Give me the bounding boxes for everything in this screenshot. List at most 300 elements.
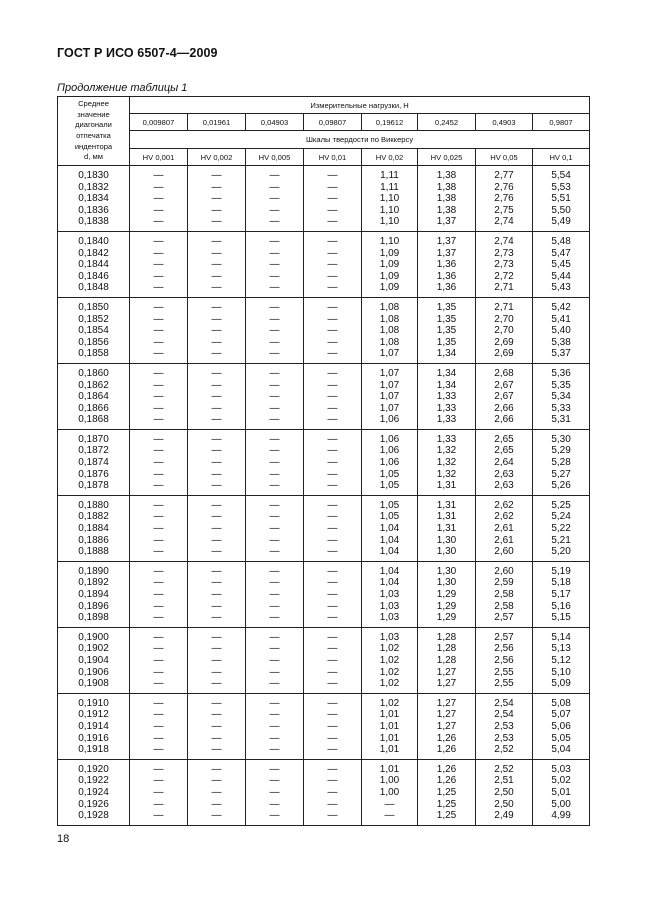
cell-value: —: [211, 709, 222, 721]
cell-value: 5,06: [551, 720, 571, 732]
cell-value: 2,55: [494, 678, 514, 690]
cell-value: 0,1906: [78, 666, 109, 678]
cell-value: —: [153, 600, 164, 612]
empty-scale-cell: [188, 231, 246, 297]
cell-value: 1,03: [379, 631, 400, 643]
cell-value: 1,36: [436, 282, 457, 294]
cell-value: —: [327, 336, 338, 348]
cell-value: 1,10: [379, 193, 400, 205]
cell-value: —: [211, 433, 222, 445]
cell-value: —: [211, 193, 222, 205]
cell-value: 1,34: [436, 367, 457, 379]
table-row-group: [58, 495, 590, 561]
load-header-cell: 0,09807: [304, 114, 362, 131]
cell-value: 5,34: [551, 391, 571, 403]
cell-value: —: [153, 775, 164, 787]
cell-value: —: [153, 468, 164, 480]
cell-value: 1,29: [436, 612, 457, 624]
cell-value: 0,1834: [78, 193, 109, 205]
diagonal-cell: [58, 429, 130, 495]
cell-value: 1,37: [436, 235, 457, 247]
cell-value: 2,51: [494, 775, 514, 787]
cell-value: —: [327, 445, 338, 457]
cell-value: —: [153, 810, 164, 822]
hv005-cell: [476, 759, 533, 825]
hv002-cell: [362, 627, 418, 693]
empty-scale-cell: [246, 561, 304, 627]
cell-value: 5,50: [551, 204, 571, 216]
cell-value: 5,00: [551, 798, 571, 810]
cell-value: 0,1928: [78, 810, 109, 822]
cell-value: —: [327, 193, 338, 205]
cell-value: —: [211, 546, 222, 558]
cell-value: 1,26: [436, 763, 457, 775]
cell-value: 0,1842: [78, 247, 109, 259]
cell-value: 1,07: [379, 348, 400, 360]
cell-value: —: [153, 301, 164, 313]
cell-value: —: [327, 798, 338, 810]
cell-value: —: [211, 600, 222, 612]
cell-value: 5,17: [551, 589, 571, 600]
cell-value: 2,65: [494, 445, 514, 457]
cell-value: 5,07: [551, 709, 571, 721]
cell-value: 0,1896: [78, 600, 109, 612]
cell-value: —: [153, 457, 164, 469]
cell-value: —: [153, 170, 164, 181]
diagonal-cell: [58, 693, 130, 759]
cell-value: —: [153, 589, 164, 600]
cell-value: 2,71: [494, 301, 514, 313]
hv01-cell: [533, 363, 590, 429]
diagonal-cell: [58, 759, 130, 825]
cell-value: —: [211, 589, 222, 600]
cell-value: 2,57: [494, 612, 514, 624]
cell-value: —: [384, 810, 395, 822]
cell-value: —: [153, 235, 164, 247]
cell-value: 1,38: [436, 193, 457, 205]
empty-scale-cell: [188, 693, 246, 759]
cell-value: 1,10: [379, 216, 400, 228]
cell-value: 0,1830: [78, 170, 109, 181]
cell-value: 0,1916: [78, 732, 109, 744]
cell-value: 2,58: [494, 600, 514, 612]
cell-value: 5,51: [551, 193, 571, 205]
cell-value: 5,05: [551, 732, 571, 744]
empty-scale-cell: [304, 166, 362, 232]
cell-value: —: [211, 775, 222, 787]
cell-value: —: [211, 414, 222, 426]
hv005-cell: [476, 627, 533, 693]
load-header-cell: 0,4903: [476, 114, 533, 131]
cell-value: 1,28: [436, 654, 457, 666]
cell-value: —: [327, 348, 338, 360]
diagonal-cell: [58, 627, 130, 693]
cell-value: —: [327, 379, 338, 391]
cell-value: 5,29: [551, 445, 571, 457]
cell-value: —: [269, 433, 280, 445]
cell-value: —: [327, 763, 338, 775]
cell-value: 0,1868: [78, 414, 109, 426]
cell-value: —: [211, 181, 222, 193]
cell-value: 0,1880: [78, 499, 109, 511]
empty-scale-cell: [130, 495, 188, 561]
cell-value: —: [211, 523, 222, 535]
cell-value: —: [269, 631, 280, 643]
cell-value: 5,22: [551, 523, 571, 535]
cell-value: 5,18: [551, 577, 571, 589]
cell-value: 0,1898: [78, 612, 109, 624]
cell-value: 1,31: [436, 523, 457, 535]
cell-value: —: [327, 577, 338, 589]
cell-value: —: [153, 414, 164, 426]
cell-value: —: [211, 391, 222, 403]
cell-value: —: [153, 565, 164, 577]
cell-value: —: [327, 775, 338, 787]
scale-header-cell: HV 0,05: [476, 149, 533, 166]
cell-value: 0,1864: [78, 391, 109, 403]
cell-value: 1,04: [379, 546, 400, 558]
cell-value: 1,38: [436, 181, 457, 193]
cell-value: —: [211, 301, 222, 313]
cell-value: 5,03: [551, 763, 571, 775]
diagonal-header: [58, 97, 130, 166]
cell-value: 1,36: [436, 259, 457, 271]
cell-value: 1,35: [436, 313, 457, 325]
cell-value: —: [153, 259, 164, 271]
cell-value: —: [153, 325, 164, 337]
cell-value: 0,1856: [78, 336, 109, 348]
cell-value: —: [269, 511, 280, 523]
cell-value: 1,36: [436, 270, 457, 282]
cell-value: 2,66: [494, 402, 514, 414]
cell-value: 0,1920: [78, 763, 109, 775]
cell-value: —: [153, 523, 164, 535]
cell-value: 0,1892: [78, 577, 109, 589]
cell-value: 5,08: [551, 697, 571, 709]
hv01-cell: [533, 429, 590, 495]
cell-value: —: [211, 247, 222, 259]
cell-value: 0,1858: [78, 348, 109, 360]
cell-value: 5,44: [551, 270, 571, 282]
table-row-group: [58, 363, 590, 429]
cell-value: —: [269, 367, 280, 379]
cell-value: —: [269, 810, 280, 822]
cell-value: 5,42: [551, 301, 571, 313]
cell-value: —: [269, 798, 280, 810]
cell-value: 2,70: [494, 313, 514, 325]
cell-value: —: [269, 546, 280, 558]
cell-value: —: [211, 204, 222, 216]
cell-value: 1,28: [436, 643, 457, 655]
cell-value: 5,10: [551, 666, 571, 678]
cell-value: 1,08: [379, 325, 400, 337]
cell-value: —: [327, 600, 338, 612]
diagonal-header-line: значение: [77, 109, 110, 119]
cell-value: —: [327, 546, 338, 558]
cell-value: —: [211, 216, 222, 228]
cell-value: —: [153, 282, 164, 294]
cell-value: —: [269, 468, 280, 480]
cell-value: —: [153, 798, 164, 810]
empty-scale-cell: [304, 561, 362, 627]
cell-value: —: [153, 732, 164, 744]
hv01-cell: [533, 693, 590, 759]
cell-value: 2,77: [494, 170, 514, 181]
cell-value: —: [153, 270, 164, 282]
hv002-cell: [362, 693, 418, 759]
cell-value: 1,09: [379, 247, 400, 259]
cell-value: —: [327, 720, 338, 732]
cell-value: 2,67: [494, 391, 514, 403]
cell-value: —: [153, 193, 164, 205]
cell-value: 1,10: [379, 204, 400, 216]
table-row-group: [58, 759, 590, 825]
page-number: 18: [57, 833, 70, 845]
cell-value: —: [153, 678, 164, 690]
cell-value: 1,26: [436, 775, 457, 787]
cell-value: 5,01: [551, 786, 571, 798]
cell-value: 5,20: [551, 546, 571, 558]
empty-scale-cell: [246, 166, 304, 232]
cell-value: 1,30: [436, 577, 457, 589]
hv005-cell: [476, 429, 533, 495]
cell-value: —: [327, 666, 338, 678]
hv002-cell: [362, 363, 418, 429]
cell-value: 2,56: [494, 643, 514, 655]
load-header-cell: 0,009807: [130, 114, 188, 131]
cell-value: 1,33: [436, 414, 457, 426]
cell-value: 5,28: [551, 457, 571, 469]
cell-value: 0,1888: [78, 546, 109, 558]
cell-value: 1,38: [436, 204, 457, 216]
cell-value: —: [269, 301, 280, 313]
empty-scale-cell: [304, 693, 362, 759]
cell-value: 1,32: [436, 457, 457, 469]
cell-value: 1,30: [436, 534, 457, 546]
cell-value: —: [211, 565, 222, 577]
cell-value: —: [153, 763, 164, 775]
cell-value: —: [211, 480, 222, 492]
cell-value: —: [269, 402, 280, 414]
cell-value: —: [153, 402, 164, 414]
empty-scale-cell: [246, 297, 304, 363]
cell-value: —: [269, 697, 280, 709]
cell-value: —: [211, 402, 222, 414]
cell-value: —: [327, 301, 338, 313]
cell-value: 5,26: [551, 480, 571, 492]
cell-value: 2,69: [494, 348, 514, 360]
hv01-cell: [533, 627, 590, 693]
cell-value: 2,52: [494, 744, 514, 756]
hv005-cell: [476, 561, 533, 627]
cell-value: 2,61: [494, 534, 514, 546]
cell-value: 2,76: [494, 193, 514, 205]
cell-value: —: [269, 391, 280, 403]
cell-value: —: [269, 414, 280, 426]
cell-value: 5,53: [551, 181, 571, 193]
cell-value: —: [327, 402, 338, 414]
cell-value: 1,05: [379, 511, 400, 523]
hv01-cell: [533, 166, 590, 232]
cell-value: 5,24: [551, 511, 571, 523]
cell-value: —: [269, 313, 280, 325]
hv0025-cell: [418, 363, 476, 429]
cell-value: 0,1862: [78, 379, 109, 391]
hv0025-cell: [418, 561, 476, 627]
cell-value: 2,56: [494, 654, 514, 666]
cell-value: 1,25: [436, 810, 457, 822]
cell-value: 1,05: [379, 468, 400, 480]
cell-value: 0,1846: [78, 270, 109, 282]
empty-scale-cell: [188, 297, 246, 363]
cell-value: —: [211, 720, 222, 732]
cell-value: 1,37: [436, 247, 457, 259]
cell-value: 0,1852: [78, 313, 109, 325]
cell-value: 2,53: [494, 720, 514, 732]
cell-value: 4,99: [551, 810, 571, 822]
cell-value: 0,1910: [78, 697, 109, 709]
cell-value: 1,26: [436, 732, 457, 744]
cell-value: —: [269, 600, 280, 612]
cell-value: 0,1882: [78, 511, 109, 523]
cell-value: —: [327, 247, 338, 259]
load-header-cell: 0,2452: [418, 114, 476, 131]
cell-value: 2,62: [494, 499, 514, 511]
cell-value: —: [153, 391, 164, 403]
cell-value: 5,36: [551, 367, 571, 379]
cell-value: —: [211, 810, 222, 822]
cell-value: —: [153, 511, 164, 523]
cell-value: —: [327, 631, 338, 643]
cell-value: —: [211, 798, 222, 810]
empty-scale-cell: [188, 759, 246, 825]
cell-value: —: [211, 445, 222, 457]
empty-scale-cell: [130, 231, 188, 297]
empty-scale-cell: [130, 627, 188, 693]
cell-value: —: [211, 325, 222, 337]
cell-value: —: [269, 499, 280, 511]
empty-scale-cell: [130, 363, 188, 429]
cell-value: —: [327, 810, 338, 822]
cell-value: 1,03: [379, 589, 400, 600]
cell-value: —: [327, 181, 338, 193]
cell-value: —: [327, 367, 338, 379]
cell-value: —: [211, 666, 222, 678]
cell-value: —: [211, 744, 222, 756]
hv01-cell: [533, 231, 590, 297]
cell-value: —: [211, 468, 222, 480]
cell-value: 5,31: [551, 414, 571, 426]
cell-value: 1,06: [379, 433, 400, 445]
scale-header-cell: HV 0,001: [130, 149, 188, 166]
cell-value: 0,1918: [78, 744, 109, 756]
diagonal-cell: [58, 495, 130, 561]
diagonal-cell: [58, 297, 130, 363]
cell-value: 0,1838: [78, 216, 109, 228]
cell-value: —: [327, 744, 338, 756]
cell-value: —: [211, 631, 222, 643]
cell-value: 1,07: [379, 367, 400, 379]
cell-value: 1,06: [379, 445, 400, 457]
empty-scale-cell: [130, 693, 188, 759]
cell-value: —: [327, 457, 338, 469]
cell-value: 2,52: [494, 763, 514, 775]
cell-value: 2,70: [494, 325, 514, 337]
scale-header-cell: HV 0,1: [533, 149, 590, 166]
cell-value: —: [269, 216, 280, 228]
cell-value: —: [269, 170, 280, 181]
cell-value: 5,27: [551, 468, 571, 480]
empty-scale-cell: [304, 231, 362, 297]
cell-value: 1,34: [436, 379, 457, 391]
cell-value: —: [327, 270, 338, 282]
cell-value: —: [327, 468, 338, 480]
cell-value: 5,45: [551, 259, 571, 271]
cell-value: —: [327, 732, 338, 744]
cell-value: —: [327, 282, 338, 294]
cell-value: 1,09: [379, 282, 400, 294]
cell-value: 1,32: [436, 445, 457, 457]
cell-value: —: [269, 643, 280, 655]
cell-value: —: [211, 654, 222, 666]
cell-value: —: [269, 763, 280, 775]
table-row-group: [58, 429, 590, 495]
cell-value: 2,59: [494, 577, 514, 589]
cell-value: —: [269, 480, 280, 492]
cell-value: 1,32: [436, 468, 457, 480]
hv01-cell: [533, 759, 590, 825]
cell-value: 0,1836: [78, 204, 109, 216]
cell-value: —: [153, 445, 164, 457]
empty-scale-cell: [246, 363, 304, 429]
cell-value: —: [153, 348, 164, 360]
hv01-cell: [533, 495, 590, 561]
cell-value: 1,07: [379, 402, 400, 414]
cell-value: 0,1874: [78, 457, 109, 469]
hv005-cell: [476, 495, 533, 561]
empty-scale-cell: [304, 759, 362, 825]
empty-scale-cell: [188, 495, 246, 561]
cell-value: 5,30: [551, 433, 571, 445]
diagonal-cell: [58, 363, 130, 429]
cell-value: —: [153, 654, 164, 666]
cell-value: —: [153, 379, 164, 391]
cell-value: —: [327, 204, 338, 216]
hv005-cell: [476, 363, 533, 429]
hv005-cell: [476, 166, 533, 232]
cell-value: —: [269, 379, 280, 391]
cell-value: —: [327, 259, 338, 271]
empty-scale-cell: [130, 561, 188, 627]
cell-value: —: [211, 367, 222, 379]
cell-value: 2,73: [494, 247, 514, 259]
cell-value: 1,05: [379, 480, 400, 492]
cell-value: 5,40: [551, 325, 571, 337]
cell-value: 5,16: [551, 600, 571, 612]
scale-header-cell: HV 0,025: [418, 149, 476, 166]
cell-value: 1,06: [379, 457, 400, 469]
cell-value: —: [153, 204, 164, 216]
cell-value: —: [211, 643, 222, 655]
cell-value: 0,1900: [78, 631, 109, 643]
empty-scale-cell: [188, 166, 246, 232]
cell-value: —: [153, 499, 164, 511]
cell-value: 2,55: [494, 666, 514, 678]
cell-value: 1,26: [436, 744, 457, 756]
cell-value: 1,03: [379, 612, 400, 624]
scale-header-cell: HV 0,01: [304, 149, 362, 166]
cell-value: 0,1884: [78, 523, 109, 535]
